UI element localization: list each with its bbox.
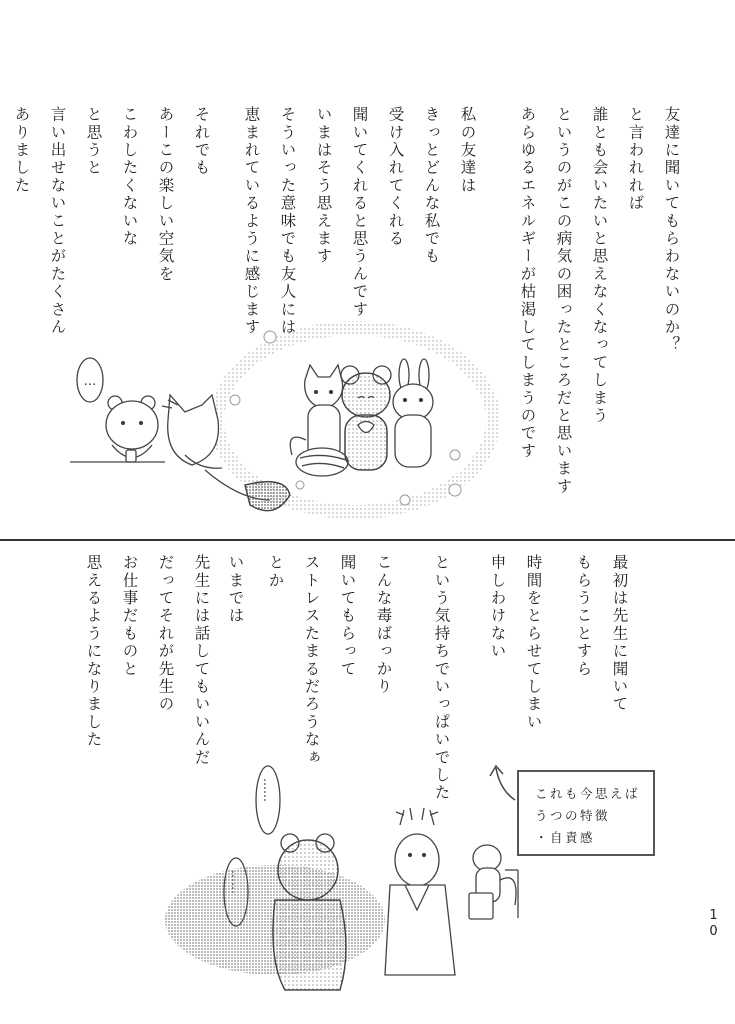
upper-text-col-1: 友達に聞いてもらわないのか？ [662, 106, 681, 354]
upper-text-col-4: というのがこの病気の困ったところだと思います [554, 106, 573, 496]
side-note-line-2: うつの特徴 [535, 808, 611, 823]
upper-text-col-6: 私の友達は [458, 106, 477, 195]
lower-text-col-1: 最初は先生に聞いて [610, 554, 629, 714]
note-arrow [490, 766, 515, 800]
lower-text-col-10: いまでは [226, 554, 245, 625]
upper-text-col-2: と言われれば [626, 106, 645, 213]
svg-text:…: … [83, 374, 97, 389]
lower-text-col-5: という気持ちでいっぱいでした [432, 554, 451, 802]
upper-text-col-18: ありました [12, 106, 31, 195]
speech-bubble-lower-1 [256, 766, 280, 834]
upper-text-col-3: 誰とも会いたいと思えなくなってしまう [590, 106, 609, 425]
lower-text-col-13: お仕事だものと [120, 554, 139, 678]
upper-text-col-9: 聞いてくれると思うんです [350, 106, 369, 319]
lower-text-col-8: ストレスたまるだろうなぁ [302, 554, 321, 767]
lower-text-col-2: もらうことすら [574, 554, 593, 678]
upper-text-col-15: こわしたくないな [120, 106, 139, 248]
side-note-line-1: これも今思えば [535, 786, 641, 801]
lower-text-col-12: だってそれが先生の [156, 554, 175, 714]
upper-text-col-12: 恵まれているように感じます [242, 106, 261, 337]
upper-text-col-13: それでも [192, 106, 211, 177]
upper-text-col-11: そういった意味でも友人には [278, 106, 297, 337]
side-note-line-3: ・自責感 [535, 830, 596, 845]
upper-text-col-8: 受け入れてくれる [386, 106, 405, 248]
lower-text-col-4: 申しわけない [488, 554, 507, 661]
upper-text-col-5: あらゆるエネルギーが枯渇してしまうのです [518, 106, 537, 460]
lower-text-col-6: こんな毒ばっかり [374, 554, 393, 696]
page-number: 10 [706, 908, 721, 940]
lower-text-col-7: 聞いてもらって [338, 554, 357, 678]
lower-text-col-9: とか [266, 554, 285, 590]
upper-text-col-17: 言い出せないことがたくさん [48, 106, 67, 337]
upper-text-col-7: きっとどんな私でも [422, 106, 441, 266]
upper-text-col-14: あーこの楽しい空気を [156, 106, 175, 283]
upper-text-col-16: と思うと [84, 106, 103, 177]
lower-text-col-3: 時間をとらせてしまい [524, 554, 543, 731]
doctor-deer-figure [385, 808, 455, 975]
patient-bear-figure [273, 834, 346, 990]
lower-text-col-14: 思えるようになりました [84, 554, 103, 749]
lower-text-col-11: 先生には話してもいいんだ [192, 554, 211, 767]
svg-text:……: …… [261, 778, 275, 802]
upper-text-col-10: いまはそう思えます [314, 106, 333, 266]
nurse-squirrel-figure [469, 845, 518, 919]
